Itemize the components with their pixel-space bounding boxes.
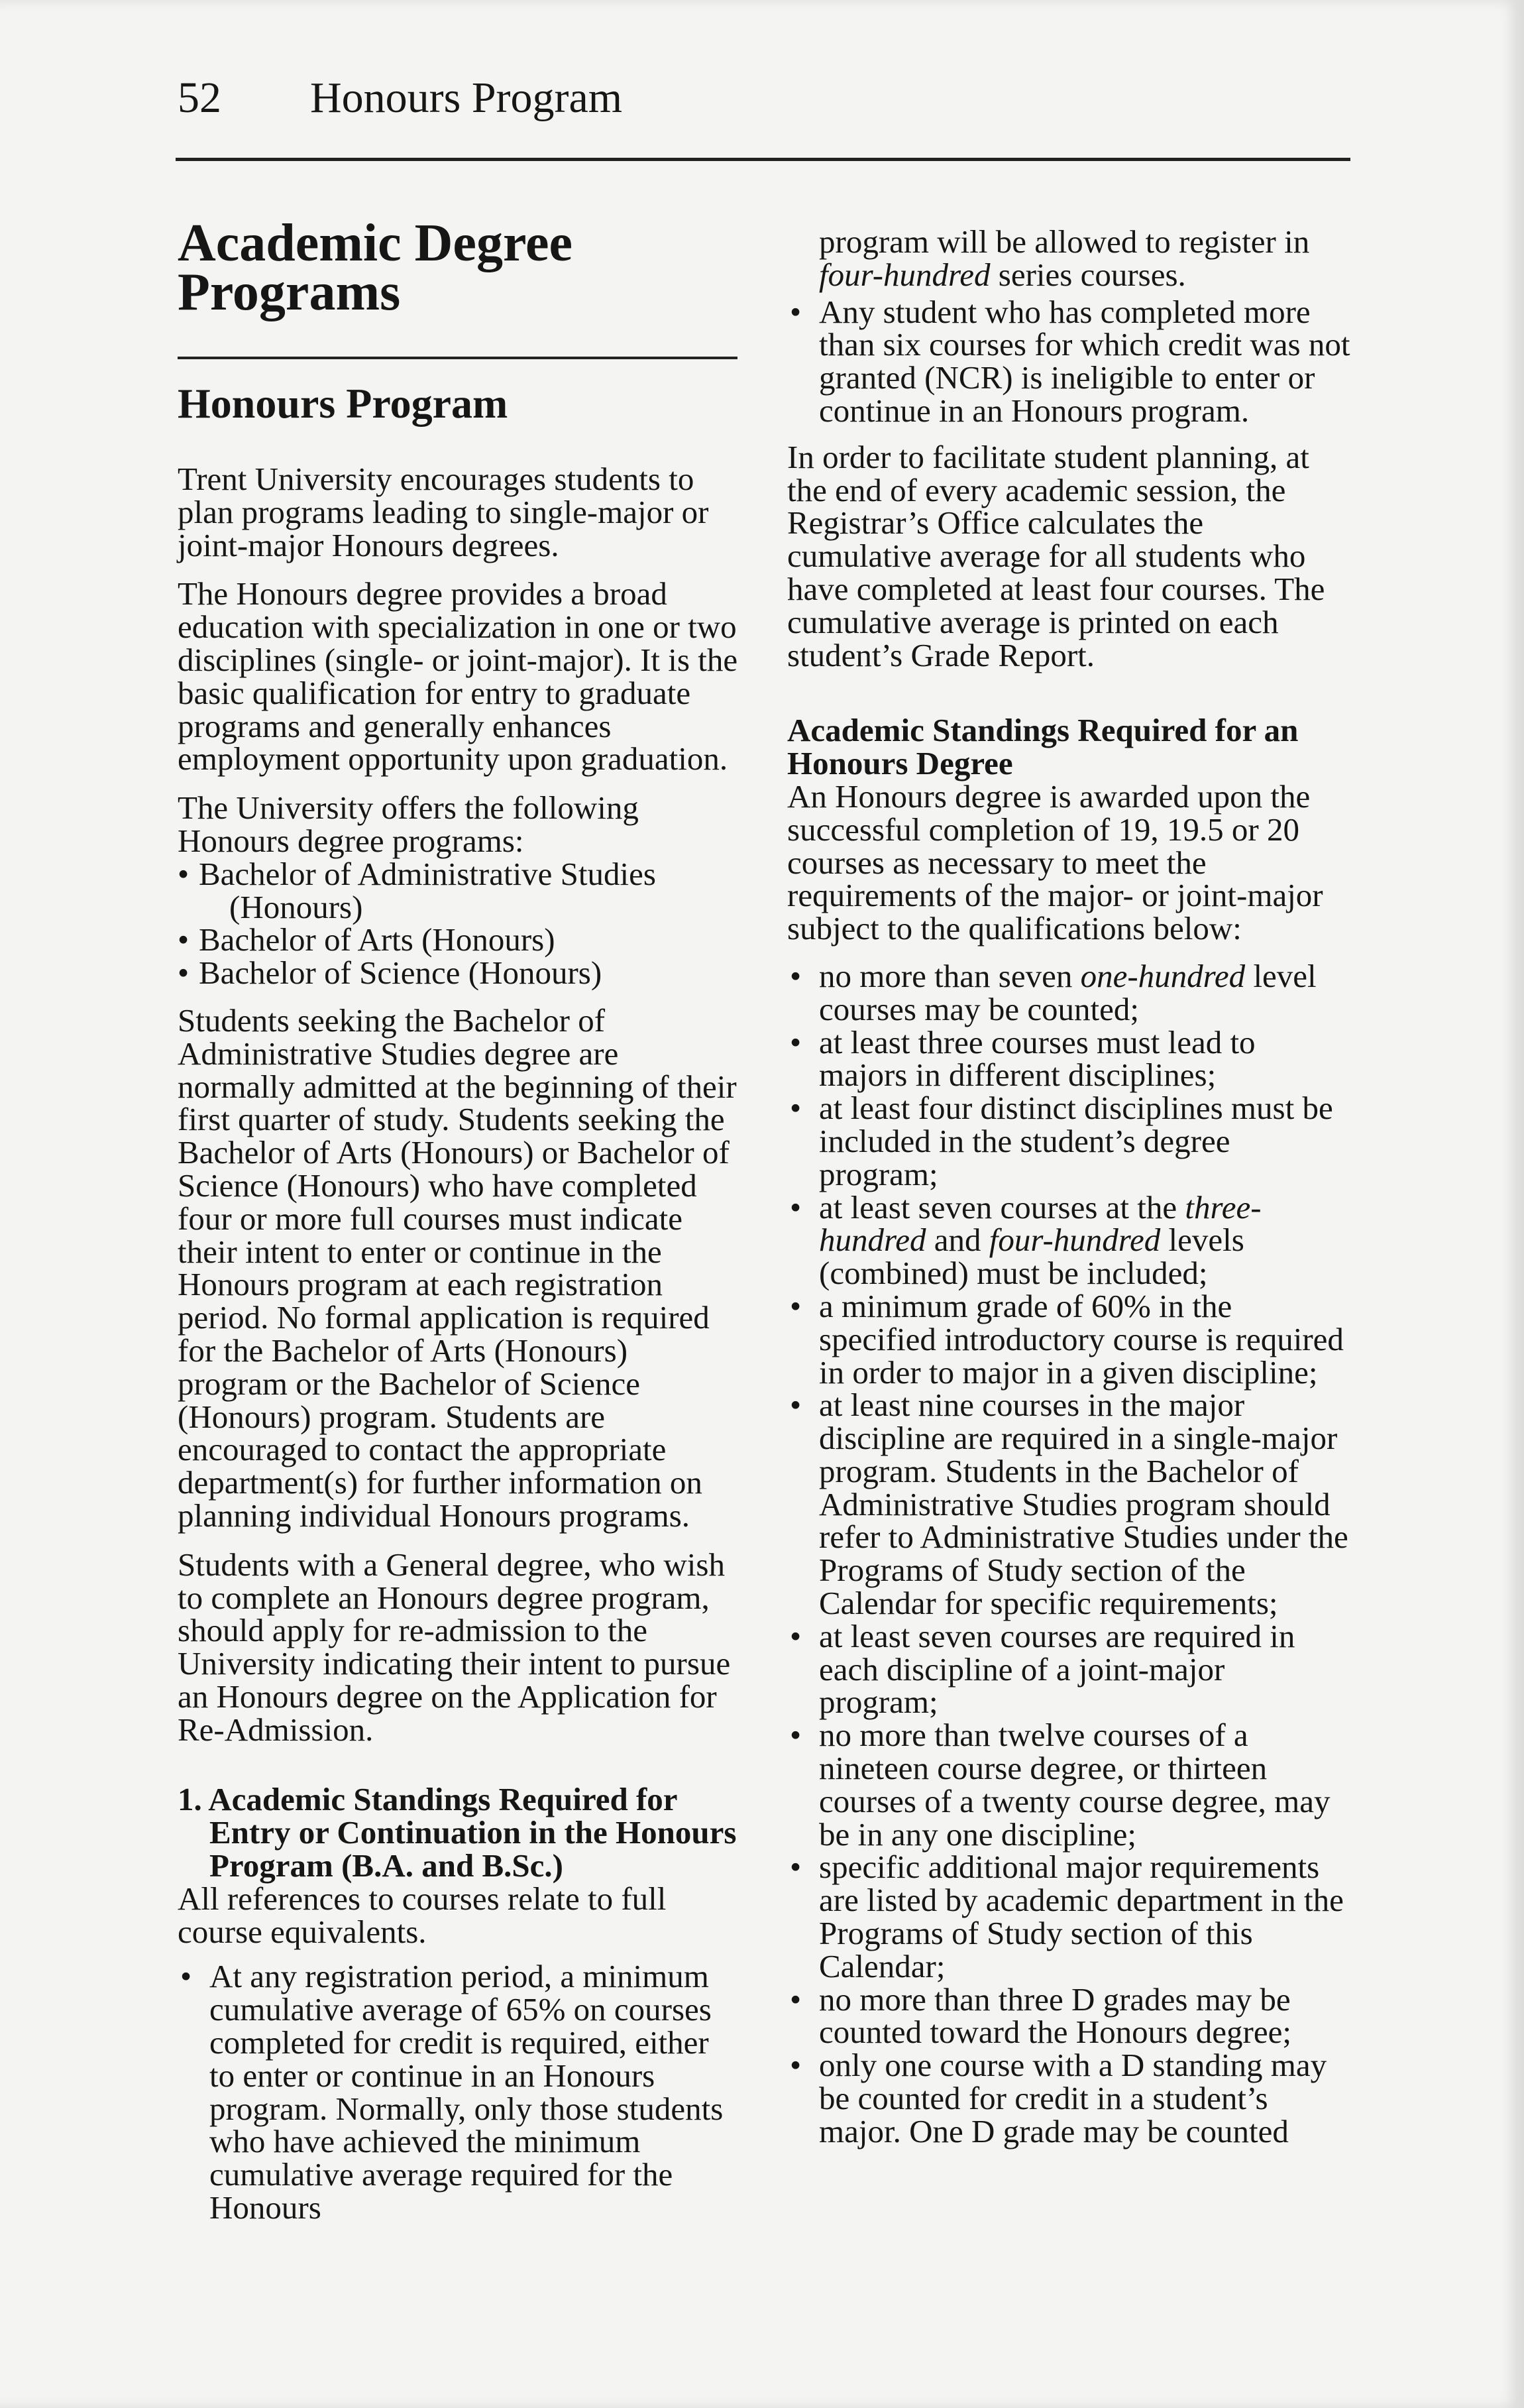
header-rule <box>176 158 1350 161</box>
program-name: Bachelor of Administrative Studies <box>199 855 656 892</box>
program-name: Bachelor of Science (Honours) <box>199 954 602 992</box>
text-run-italic: four-hundred <box>989 1222 1161 1259</box>
text-run: at least seven courses at the <box>819 1188 1177 1226</box>
honours-description-paragraph: The Honours degree provides a broad education with specialization in one or two disciplines (single- or joint-major). It is the basic qualification for entry to graduate programs and generally enhances employment opportunity upon graduation. <box>178 575 738 777</box>
text-run-italic: four-hundred <box>819 256 991 293</box>
list-item: • a minimum grade of 60% in the specified introductory course is required in order to major in a given discipline; <box>787 1290 1350 1389</box>
list-item: • no more than three D grades may be counted toward the Honours degree; <box>787 1983 1350 2049</box>
text-run: series courses. <box>998 256 1186 293</box>
program-name-cont: (Honours) <box>229 888 363 925</box>
list-item: • no more than twelve courses of a nineteen course degree, or thirteen courses of a twenty course degree, may be in any one discipline; <box>787 1719 1350 1851</box>
programs-intro-paragraph: The University offers the following Honours degree programs: <box>178 789 639 859</box>
course-equivalents-note: All references to courses relate to full course equivalents. <box>178 1880 667 1950</box>
text-run: level courses may be counted; <box>819 957 1317 1027</box>
section-divider <box>178 357 737 359</box>
list-item: • Any student who has completed more than six courses for which credit was not granted (NCR) is ineligible to enter or continue in an Honours program. <box>787 296 1350 428</box>
list-item: • specific additional major requirements are listed by academic department in the Programs of Study section of this Calendar; <box>787 1851 1350 1982</box>
left-column <box>178 214 741 2239</box>
list-item <box>178 855 741 925</box>
text-run: no more than seven <box>819 957 1073 994</box>
text-run-italic: three-hundred <box>819 1188 1262 1259</box>
subheading-degree-standings: Academic Standings Required for an Honours Degree <box>787 712 1299 782</box>
list-item: • at least four distinct disciplines must be included in the student’s degree program; <box>787 1092 1350 1190</box>
section-title: Honours Program <box>178 380 508 427</box>
admission-paragraph: Students seeking the Bachelor of Administrative Studies degree are normally admitted at the beginning of their first quarter of study. Students seeking the Bachelor of Arts (Honours) or Bachelor of Science (Honours) who have completed four or more full courses must indicate their intent to enter or continue in the Honours program at each registration period. No formal application is required for the Bachelor of Arts (Honours) program or the Bachelor of Science (Honours) program. Students are encouraged to contact the appropriate department(s) for further information on planning individual Honours programs. <box>178 1002 737 1534</box>
right-column <box>787 225 1350 2163</box>
entry-requirements-list-cont <box>787 293 1350 429</box>
text-run: and <box>934 1222 981 1259</box>
cumulative-average-paragraph: In order to facilitate student planning, at the end of every academic session, the Registrar’s Office calculates the cumulative average for all students who have completed at least four courses. The cumulative average is printed on each student’s Grade Report. <box>787 438 1325 673</box>
list-item: • at least seven courses are required in each discipline of a joint-major program; <box>787 1620 1350 1719</box>
text-run: program will be allowed to register in <box>819 223 1310 260</box>
intro-paragraph: Trent University encourages students to plan programs leading to single-major or joint-major Honours degrees. <box>178 461 709 563</box>
general-degree-paragraph: Students with a General degree, who wish to complete an Honours degree program, should apply for re-admission to the University indicating their intent to pursue an Honours degree on the Application for Re-Admission. <box>178 1546 731 1748</box>
program-name: Bachelor of Arts (Honours) <box>199 921 555 958</box>
text-run: levels (combined) must be included; <box>819 1222 1244 1292</box>
page-title: Academic Degree Programs <box>178 214 573 321</box>
list-item: • only one course with a D standing may be counted for credit in a student’s major. One D grade may be counted <box>787 2049 1350 2148</box>
list-item <box>787 957 1350 1027</box>
subheading-entry-standings: 1. Academic Standings Required for Entry or Continuation in the Honours Program (B.A. and B.Sc.) <box>178 1781 737 1884</box>
degree-requirements-list <box>787 957 1350 2150</box>
page-header <box>178 72 1350 125</box>
list-item: • at least three courses must lead to majors in different disciplines; <box>787 1026 1350 1092</box>
degree-requirements-intro: An Honours degree is awarded upon the successful completion of 19, 19.5 or 20 courses as necessary to meet the requirements of the major- or joint-major subject to the qualifications below: <box>787 777 1323 947</box>
list-item <box>178 956 741 990</box>
degree-program-list <box>178 855 741 992</box>
bullet-continuation <box>819 225 1350 292</box>
list-item <box>787 1188 1350 1292</box>
list-item: • at least nine courses in the major discipline are required in a single-major program. Students in the Bachelor of Administrative Studies program should refer to Administrative Studies under the Programs of Study section of the Calendar for specific requirements; <box>787 1389 1350 1620</box>
running-title: Honours Program <box>310 74 623 122</box>
text-run-italic: one-hundred <box>1080 957 1246 994</box>
list-item <box>178 923 741 956</box>
page-number: 52 <box>178 74 221 122</box>
list-item: • At any registration period, a minimum cumulative average of 65% on courses completed for credit is required, either to enter or continue in an Honours program. Normally, only those students who have achieved the minimum cumulative average required for the Honours <box>178 1960 741 2224</box>
entry-requirements-list <box>178 1960 741 2224</box>
